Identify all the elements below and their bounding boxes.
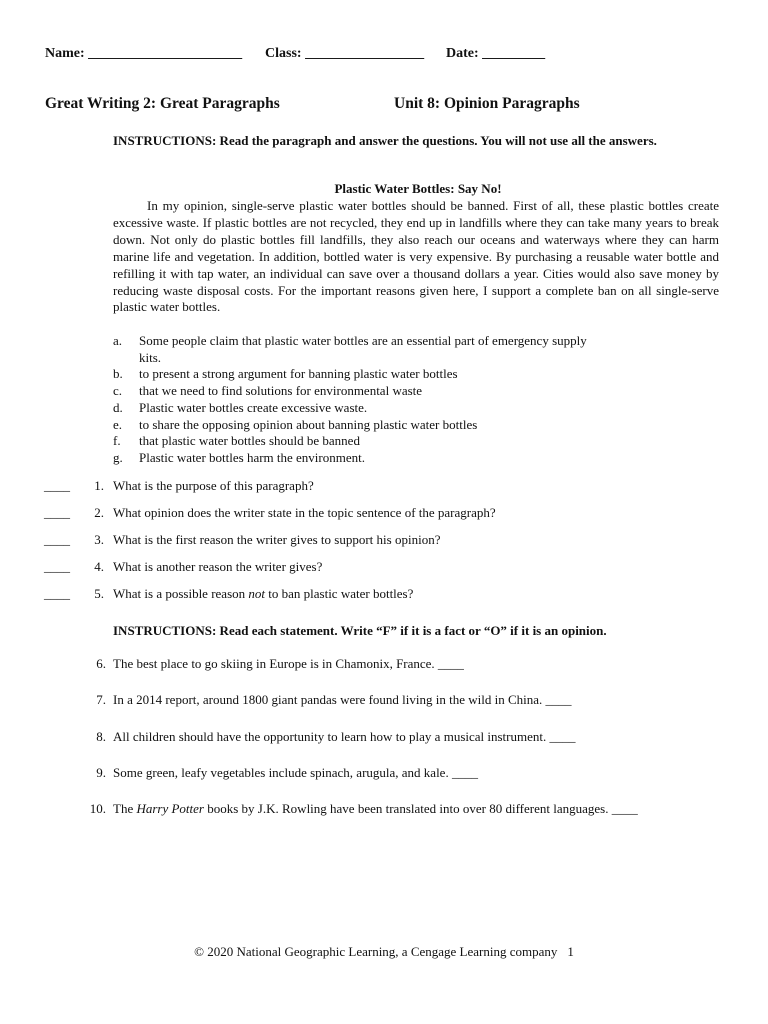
page-number: 1: [567, 944, 574, 959]
statement-row: [82, 729, 576, 745]
copyright-text: © 2020 National Geographic Learning, a Cengage Learning company: [194, 944, 558, 959]
answer-options-list: [113, 333, 713, 467]
answer-option: g. Plastic water bottles harm the environment.: [113, 449, 365, 465]
date-blank[interactable]: _________: [482, 46, 546, 61]
question-number: 4.: [94, 559, 104, 574]
statement-number: 10.: [89, 801, 106, 816]
instructions-section-1: INSTRUCTIONS: Read the paragraph and answer the questions. You will not use all the answers.: [113, 133, 657, 148]
answer-blank[interactable]: ____: [44, 478, 70, 493]
statement-text: The best place to go skiing in Europe is in Chamonix, France. ____: [113, 656, 464, 671]
statement-number: 6.: [96, 656, 106, 671]
date-label: Date:: [446, 46, 479, 61]
paragraph-title: Plastic Water Bottles: Say No!: [334, 181, 502, 196]
question-row: [44, 478, 314, 494]
statement-number: 8.: [96, 729, 106, 744]
statement-text: All children should have the opportunity to learn how to play a musical instrument. ____: [113, 729, 576, 744]
question-text: What is another reason the writer gives?: [113, 559, 323, 574]
question-row: [44, 505, 496, 521]
class-blank[interactable]: _________________: [305, 46, 425, 61]
unit-title: Unit 8: Opinion Paragraphs: [394, 95, 580, 112]
answer-option: b. to present a strong argument for banning plastic water bottles: [113, 366, 458, 382]
answer-option: a. Some people claim that plastic water bottles are an essential part of emergency supply kits.: [113, 333, 587, 365]
answer-option: d. Plastic water bottles create excessive waste.: [113, 399, 368, 415]
question-row: [44, 559, 322, 575]
statement-row: [82, 692, 572, 708]
answer-blank[interactable]: ____: [44, 505, 70, 520]
statement-row: [82, 656, 464, 672]
answer-option: e. to share the opposing opinion about banning plastic water bottles: [113, 416, 478, 432]
statement-row: [82, 801, 638, 817]
statement-number: 7.: [96, 692, 106, 707]
statement-number: 9.: [96, 765, 106, 780]
instructions-section-2: INSTRUCTIONS: Read each statement. Write “F” if it is a fact or “O” if it is an opinion.: [113, 623, 607, 638]
answer-blank[interactable]: ____: [44, 559, 70, 574]
answer-option: f. that plastic water bottles should be banned: [113, 433, 360, 449]
question-number: 5.: [94, 586, 104, 601]
question-row: [44, 532, 440, 548]
date-field[interactable]: [446, 46, 545, 62]
class-label: Class:: [265, 46, 302, 61]
question-text: What is a possible reason not to ban plastic water bottles?: [113, 586, 414, 601]
question-text: What opinion does the writer state in the topic sentence of the paragraph?: [113, 505, 496, 520]
question-number: 3.: [94, 532, 104, 547]
question-number: 1.: [94, 478, 104, 493]
name-label: Name:: [45, 46, 85, 61]
name-blank[interactable]: ______________________: [88, 46, 243, 61]
book-title: Great Writing 2: Great Paragraphs: [45, 95, 280, 112]
answer-option: c. that we need to find solutions for environmental waste: [113, 383, 423, 399]
question-text: What is the purpose of this paragraph?: [113, 478, 314, 493]
statement-row: [82, 765, 478, 781]
copyright-footer: [0, 944, 768, 960]
statement-text: The Harry Potter books by J.K. Rowling have been translated into over 80 different languages. ____: [113, 801, 638, 816]
question-number: 2.: [94, 505, 104, 520]
name-field[interactable]: [45, 46, 242, 62]
reading-paragraph: In my opinion, single-serve plastic water bottles should be banned. First of all, these plastic bottles create excessive waste. If plastic bottles are not recycled, they end up in landfills where they can take many years to break down. Not only do plastic bottles fill landfills, they also reach our oceans and waterways where they can harm marine life and vegetation. In addition, bottled water is very expensive. By purchasing a reusable water bottle and refilling it with tap water, an individual can save over a thousand dollars a year. Cities would also save money by reducing waste disposal costs. For the important reasons given here, I support a complete ban on all single-serve plastic water bottles.: [113, 198, 719, 315]
question-text: What is the first reason the writer gives to support his opinion?: [113, 532, 441, 547]
answer-blank[interactable]: ____: [44, 532, 70, 547]
statement-text: In a 2014 report, around 1800 giant pandas were found living in the wild in China. ____: [113, 692, 572, 707]
statement-text: Some green, leafy vegetables include spinach, arugula, and kale. ____: [113, 765, 478, 780]
class-field[interactable]: [265, 46, 424, 62]
answer-blank[interactable]: ____: [44, 586, 70, 601]
question-row: [44, 586, 413, 602]
